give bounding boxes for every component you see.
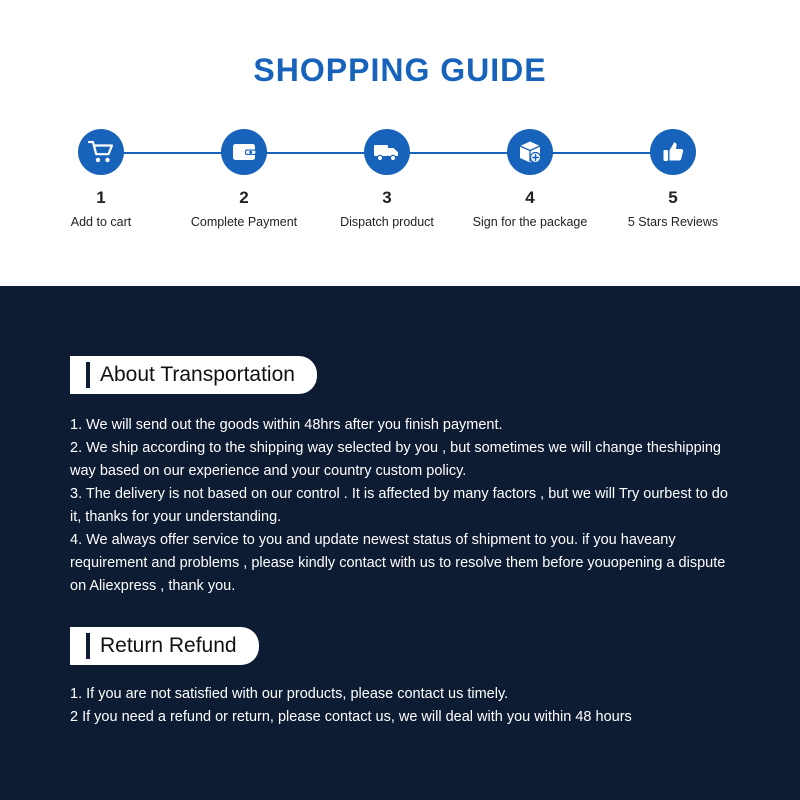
- step-number: 1: [96, 188, 106, 207]
- truck-icon: [364, 129, 410, 175]
- step-number: 4: [525, 188, 535, 207]
- box-plus-icon: [507, 129, 553, 175]
- heading-text: Return Refund: [100, 634, 237, 657]
- step-number: 3: [382, 188, 392, 207]
- heading-text: About Transportation: [100, 363, 295, 386]
- heading-accent-bar: [86, 362, 90, 388]
- step-number: 2: [239, 188, 249, 207]
- step-five-stars-reviews: [593, 120, 753, 229]
- step-label: Add to cart: [70, 215, 132, 229]
- policy-line: 2. We ship according to the shipping way selected by you , but sometimes we will change theshipping way based on our experience and your country custom policy.: [70, 440, 721, 479]
- step-label: Complete Payment: [190, 215, 298, 229]
- about-transportation-body: [70, 414, 730, 598]
- policy-line: 1. We will send out the goods within 48hrs after you finish payment.: [70, 417, 503, 433]
- policy-line: 4. We always offer service to you and update newest status of shipment to you. if you haveany requirement and problems , please kindly contact with us to resolve them before youopening a dispute on Aliexpress , thank you.: [70, 532, 726, 594]
- step-complete-payment: [164, 120, 324, 229]
- policy-section: [0, 286, 800, 800]
- policy-line: 1. If you are not satisfied with our products, please contact us timely.: [70, 686, 509, 702]
- policy-line: 2 If you need a refund or return, please contact us, we will deal with you within 48 hours: [70, 709, 632, 725]
- policy-line: 3. The delivery is not based on our control . It is affected by many factors , but we will Try ourbest to do it, thanks for your understanding.: [70, 486, 728, 525]
- step-label: 5 Stars Reviews: [627, 215, 719, 229]
- page-title: SHOPPING GUIDE: [253, 52, 547, 88]
- shopping-cart-icon: [78, 129, 124, 175]
- thumbs-up-icon: [650, 129, 696, 175]
- step-number: 5: [668, 188, 678, 207]
- steps-row: [0, 120, 800, 240]
- heading-accent-bar: [86, 633, 90, 659]
- step-add-to-cart: [21, 120, 181, 229]
- step-label: Sign for the package: [472, 215, 588, 229]
- step-label: Dispatch product: [340, 215, 434, 229]
- shopping-guide-section: [0, 0, 800, 286]
- about-transportation-heading: [70, 356, 317, 394]
- wallet-icon: [221, 129, 267, 175]
- return-refund-heading: [70, 627, 259, 665]
- return-refund-body: [70, 683, 730, 729]
- step-dispatch-product: [307, 120, 467, 229]
- step-sign-for-package: [450, 120, 610, 229]
